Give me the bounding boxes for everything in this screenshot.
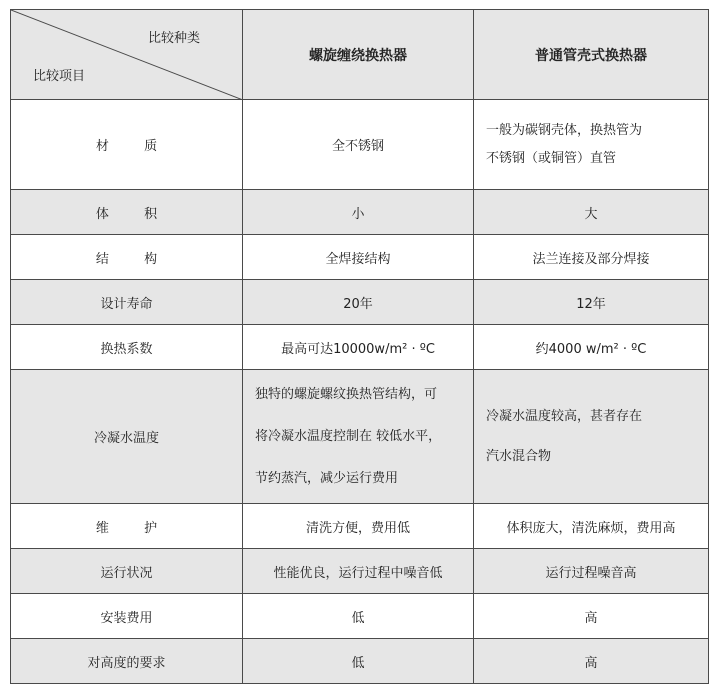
table-row <box>11 639 709 684</box>
comparison-table <box>10 9 709 684</box>
row-col1: 性能优良，运行过程中噪音低 <box>243 549 474 594</box>
row-col1: 全焊接结构 <box>243 235 474 280</box>
header-col1: 螺旋缠绕换热器 <box>243 10 474 100</box>
table-row <box>11 235 709 280</box>
table-row <box>11 549 709 594</box>
row-col2: 体积庞大，清洗麻烦，费用高 <box>474 504 709 549</box>
cell-line: 独特的螺旋螺纹换热管结构，可 <box>255 386 438 402</box>
row-col1 <box>243 370 474 504</box>
row-label: 冷凝水温度 <box>11 370 243 504</box>
row-col1: 小 <box>243 190 474 235</box>
table-row <box>11 190 709 235</box>
table-row <box>11 280 709 325</box>
row-label: 安装费用 <box>11 594 243 639</box>
table-row <box>11 594 709 639</box>
table-row <box>11 370 709 504</box>
row-col1: 低 <box>243 639 474 684</box>
cell-line: 冷凝水温度较高，甚者存在 <box>486 408 643 424</box>
corner-top-label: 比较种类 <box>147 31 200 46</box>
row-col1: 全不锈钢 <box>243 100 474 190</box>
row-label: 结 构 <box>11 235 243 280</box>
row-col2: 约4000 w/m² · ºC <box>474 325 709 370</box>
corner-bottom-label: 比较项目 <box>33 69 86 84</box>
table-row <box>11 325 709 370</box>
row-col2 <box>474 370 709 504</box>
cell-line: 一般为碳钢壳体，换热管为 <box>486 122 643 138</box>
row-label: 材 质 <box>11 100 243 190</box>
row-label: 换热系数 <box>11 325 243 370</box>
row-label: 维 护 <box>11 504 243 549</box>
cell-line: 汽水混合物 <box>486 448 552 464</box>
header-row <box>11 10 709 100</box>
header-col2: 普通管壳式换热器 <box>474 10 709 100</box>
row-col2: 高 <box>474 594 709 639</box>
cell-line: 不锈钢（或铜管）直管 <box>486 150 617 166</box>
row-col1: 清洗方便，费用低 <box>243 504 474 549</box>
row-col2: 12年 <box>474 280 709 325</box>
table-row <box>11 504 709 549</box>
row-col2 <box>474 100 709 190</box>
row-label: 运行状况 <box>11 549 243 594</box>
row-label: 对高度的要求 <box>11 639 243 684</box>
cell-line: 节约蒸汽，减少运行费用 <box>255 470 399 486</box>
diagonal-divider <box>11 10 243 100</box>
cell-line: 将冷凝水温度控制在 较低水平， <box>255 428 442 444</box>
header-corner-cell <box>11 10 243 100</box>
row-label: 设计寿命 <box>11 280 243 325</box>
row-label: 体 积 <box>11 190 243 235</box>
table-row <box>11 100 709 190</box>
row-col2: 法兰连接及部分焊接 <box>474 235 709 280</box>
row-col1: 最高可达10000w/m² · ºC <box>243 325 474 370</box>
row-col2: 大 <box>474 190 709 235</box>
row-col1: 低 <box>243 594 474 639</box>
row-col2: 运行过程噪音高 <box>474 549 709 594</box>
row-col1: 20年 <box>243 280 474 325</box>
row-col2: 高 <box>474 639 709 684</box>
